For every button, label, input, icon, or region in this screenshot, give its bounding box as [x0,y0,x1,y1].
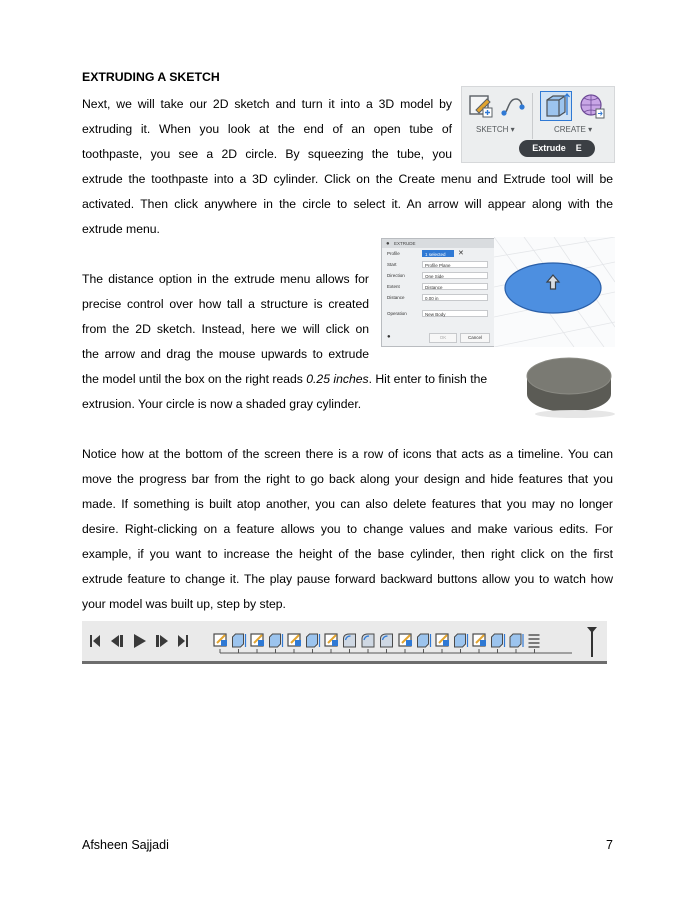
timeline-feature-coil-icon[interactable] [529,635,540,653]
timeline-bar [82,621,607,664]
row-label: Profile [387,251,400,256]
footer-author: Afsheen Sajjadi [82,838,169,852]
extrude-tooltip [519,140,595,157]
timeline-feature-sketch-icon[interactable] [436,634,449,653]
clear-selection-icon[interactable]: ✕ [458,250,464,257]
ok-button[interactable]: OK [429,333,457,343]
start-select[interactable]: Profile Plane [422,261,488,268]
create-toolbar-image [461,86,615,163]
timeline-feature-sketch-icon[interactable] [325,634,338,653]
sketch-label-text: SKETCH [476,125,509,134]
para3-line-4: desire. Right-clicking on a feature allows you to change values and make various edits. For [82,522,613,536]
dialog-title: EXTRUDE [394,241,416,246]
para1-line-5: activated. Then click anywhere in the circle to select it. An arrow will appear along with the [82,197,613,211]
step-back-icon [111,635,123,647]
timeline-feature-sketch-icon[interactable] [214,634,227,653]
design-viewport [494,237,615,347]
collapse-icon[interactable]: ● [386,241,390,247]
para2-line-5-before: the model until the box on the right reads [82,372,307,386]
extrude-dialog [381,238,495,347]
skip-to-start-icon [90,635,100,647]
extrude-icon[interactable] [540,91,572,121]
para3-line-7: your model was built up, step by step. [82,597,286,611]
timeline-feature-extrude-icon[interactable] [418,634,431,653]
cancel-button[interactable]: Cancel [460,333,490,343]
timeline-feature-extrude-icon[interactable] [270,634,283,653]
timeline-feature-extrude-icon[interactable] [492,634,505,653]
skip-to-end-icon [178,635,188,647]
create-menu-label[interactable]: CREATE ▾ [554,125,593,134]
profile-selection[interactable]: 1 selected [422,250,454,257]
extent-select[interactable]: Distance [422,283,488,290]
tooltip-shortcut: E [575,143,582,153]
timeline-canvas [82,621,607,661]
sketch-icon[interactable] [468,93,494,119]
timeline-feature-extrude-icon[interactable] [510,634,523,653]
dialog-row-extent [382,281,494,292]
para2-line-1: The distance option in the extrude menu allows for [82,272,369,286]
timeline-feature-fillet-icon[interactable] [381,634,393,653]
timeline-feature-sketch-icon[interactable] [288,634,301,653]
timeline-marker-icon [587,627,597,657]
revolve-icon[interactable] [578,92,606,120]
page-number: 7 [606,838,613,852]
para1-line-3: toothpaste, you see a 2D circle. By squeezing the tube, you [82,147,452,161]
step-forward-icon [156,635,168,647]
dialog-row-direction [382,270,494,281]
para3-line-6: extrude feature to change it. The play pause forward backward buttons allow you to watch how [82,572,613,586]
para2-line-4: the arrow and drag the mouse upwards to extrude [82,347,369,361]
row-label: Extent [387,284,400,289]
dialog-row-operation [382,308,494,319]
direction-select[interactable]: One Side [422,272,488,279]
distance-input[interactable]: 0.00 in [422,294,488,301]
play-icon [134,634,146,648]
distance-value: 0.25 inches [306,372,369,386]
para2-line-3: from the 2D sketch. Instead, here we will click on [82,322,369,336]
dialog-row-profile [382,248,494,259]
para2-line-5-after: . Hit enter to finish the [368,372,488,386]
toolbar-divider [532,93,533,139]
para3-line-3: made. If something is built atop another, you can also delete features that you may no longer [82,497,613,511]
operation-select[interactable]: New Body [422,310,488,317]
para3-line-1: Notice how at the bottom of the screen there is a row of icons that acts as a timeline. You can [82,447,613,461]
viewport-canvas [494,237,615,347]
row-label: Direction [387,273,405,278]
tooltip-name: Extrude [532,143,566,153]
dialog-row-start [382,259,494,270]
timeline-feature-sketch-icon[interactable] [251,634,264,653]
timeline-features [214,634,540,653]
para3-line-5: example, if you want to increase the height of the base cylinder, then right click on the first [82,547,613,561]
para1-line-4: extrude the toothpaste into a 3D cylinder. Click on the Create menu and Extrude tool will be [82,172,613,186]
para3-line-2: move the progress bar from the right to go back along your design and hide features that you [82,472,613,486]
spline-icon[interactable] [500,95,526,117]
para1-line-1: Next, we will take our 2D sketch and turn it into a 3D model by [82,97,452,111]
para2-line-5 [82,367,487,392]
timeline-feature-extrude-icon[interactable] [455,634,468,653]
timeline-feature-extrude-icon[interactable] [307,634,320,653]
dialog-row-distance [382,292,494,303]
row-label: Operation [387,311,407,316]
para1-line-2: extruding it. When you look at the end of an open tube of [82,122,452,136]
para2-line-2: precise control over how tall a structure is created [82,297,369,311]
sketch-menu-label[interactable]: SKETCH ▾ [476,125,515,134]
create-label-text: CREATE [554,125,586,134]
row-label: Start [387,262,397,267]
timeline-feature-fillet-icon[interactable] [362,634,374,653]
timeline-feature-sketch-icon[interactable] [399,634,412,653]
timeline-feature-extrude-icon[interactable] [233,634,246,653]
help-icon[interactable]: ● [387,334,391,340]
para2-line-6: extrusion. Your circle is now a shaded gray cylinder. [82,397,362,411]
timeline-feature-sketch-icon[interactable] [473,634,486,653]
cylinder-image [523,354,615,420]
para1-line-6: extrude menu. [82,222,160,236]
row-label: Distance [387,295,405,300]
timeline-feature-fillet-icon[interactable] [344,634,356,653]
dialog-title-bar [382,239,494,248]
section-heading: EXTRUDING A SKETCH [82,70,220,84]
